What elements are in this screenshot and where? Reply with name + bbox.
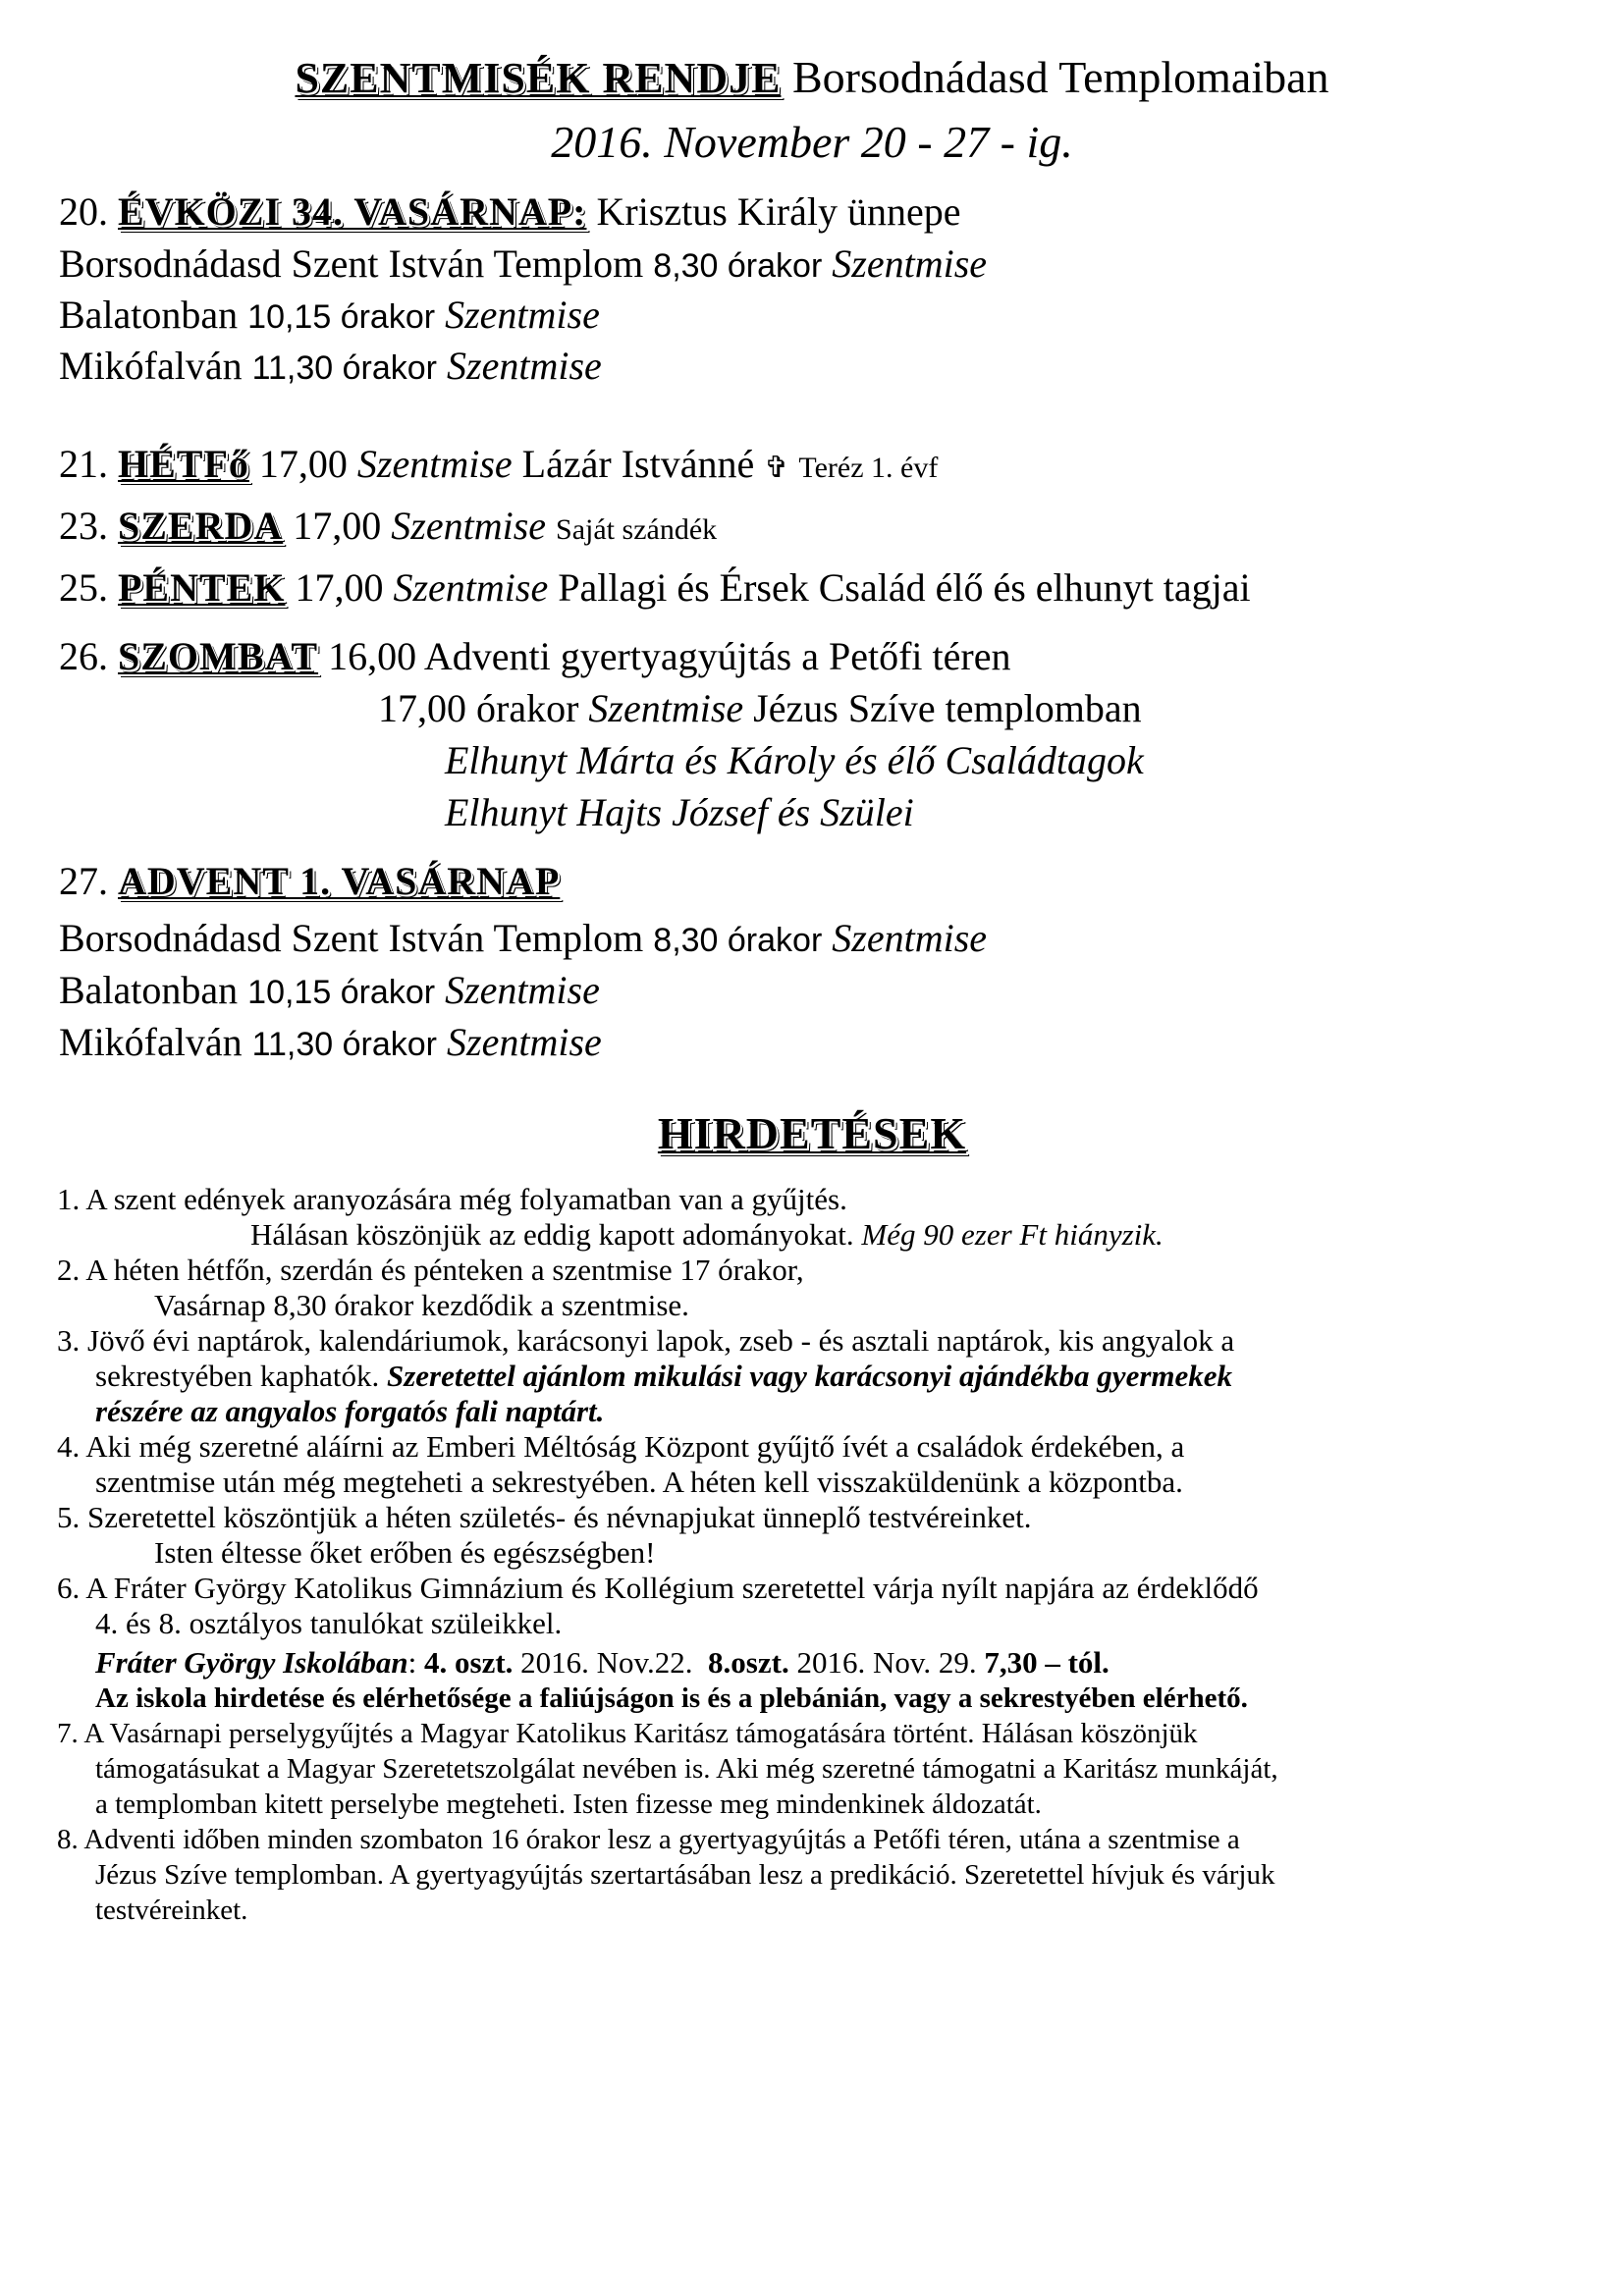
day-name: HÉTFő bbox=[118, 442, 249, 486]
mass-time: 10,15 órakor bbox=[247, 974, 436, 1011]
announcement-8-line-1: 8. Adventi időben minden szombaton 16 órakor lesz a gyertyagyújtás a Petőfi téren, utána a szentmise a bbox=[57, 1824, 1240, 1855]
mass-type: Szentmise bbox=[832, 241, 988, 286]
mass-line bbox=[59, 341, 602, 394]
mass-time: 17,00 bbox=[258, 442, 348, 486]
mass-place: Mikófalván bbox=[59, 1020, 243, 1064]
day-number: 26. bbox=[59, 634, 108, 678]
announcement-8-line-3: testvéreinket. bbox=[95, 1895, 248, 1926]
mass-place: Mikófalván bbox=[59, 344, 243, 388]
text: sekrestyében kaphatók. bbox=[95, 1359, 380, 1393]
announcement-3-line-3: részére az angyalos forgatós fali naptárt. bbox=[95, 1394, 605, 1428]
mass-place: Borsodnádasd Szent István Templom bbox=[59, 916, 644, 960]
intention: Elhunyt Márta és Károly és élő Családtagok bbox=[445, 738, 1144, 782]
intention: Lázár Istvánné bbox=[521, 442, 755, 486]
mass-time: 8,30 órakor bbox=[653, 247, 823, 285]
announcement-3-line-1: 3. Jövő évi naptárok, kalendáriumok, karácsonyi lapok, zseb - és asztali naptárok, kis angyalok a bbox=[57, 1323, 1235, 1358]
announcement-6-line-4: Az iskola hirdetése és elérhetősége a faliújságon is és a plebánián, vagy a sekrestyében elérhető. bbox=[95, 1682, 1248, 1714]
mass-type: Szentmise bbox=[445, 293, 600, 337]
announcement-1-line-1: 1. A szent edények aranyozására még folyamatban van a gyűjtés. bbox=[57, 1182, 847, 1216]
announcement-6-line-1: 6. A Fráter György Katolikus Gimnázium és Kollégium szeretettel várja nyílt napjára az érdeklődő bbox=[57, 1571, 1259, 1605]
intention: Elhunyt Hajts József és Szülei bbox=[445, 790, 914, 834]
mass-time: 8,30 órakor bbox=[653, 922, 823, 959]
day-name: ÉVKÖZI 34. VASÁRNAP: bbox=[118, 189, 587, 234]
announcement-6-line-2: 4. és 8. osztályos tanulókat szüleikkel. bbox=[95, 1606, 563, 1640]
announcement-7-line-3: a templomban kitett perselybe megteheti. Isten fizesse meg mindenkinek áldozatát. bbox=[95, 1789, 1042, 1820]
mass-place: Jézus Szíve templomban bbox=[753, 686, 1142, 730]
announcement-2-line-1: 2. A héten hétfőn, szerdán és pénteken a szentmise 17 órakor, bbox=[57, 1253, 804, 1287]
mass-line bbox=[59, 239, 987, 292]
announcements-title: HIRDETÉSEK bbox=[657, 1108, 967, 1158]
mass-time: 17,00 bbox=[295, 565, 384, 610]
mass-type: Szentmise bbox=[832, 916, 988, 960]
page-subtitle-date: 2016. November 20 - 27 - ig. bbox=[551, 117, 1073, 167]
intention: Pallagi és Érsek Család élő és elhunyt tagjai bbox=[558, 565, 1251, 610]
announcement-7-line-2: támogatásukat a Magyar Szeretetszolgálat nevében is. Aki még szeretné támogatni a Karitász munkáját, bbox=[95, 1753, 1278, 1785]
text-italic: Még 90 ezer Ft hiányzik. bbox=[861, 1217, 1164, 1252]
day-number: 20. bbox=[59, 189, 108, 234]
day-number: 25. bbox=[59, 565, 108, 610]
mass-time: 17,00 bbox=[293, 504, 382, 548]
page-title bbox=[0, 51, 1624, 103]
colon: : bbox=[407, 1645, 417, 1680]
day-26-mass-line bbox=[378, 683, 1142, 734]
cross-icon: ✞ bbox=[764, 451, 789, 485]
announcement-8-line-2: Jézus Szíve templomban. A gyertyagyújtás szertartásában lesz a predikáció. Szeretettel hívjuk és várjuk bbox=[95, 1859, 1275, 1891]
day-23-line bbox=[59, 501, 717, 556]
mass-type: Szentmise bbox=[393, 565, 549, 610]
mass-line bbox=[59, 965, 600, 1018]
text: Hálásan köszönjük az eddig kapott adományokat. bbox=[250, 1217, 854, 1252]
announcement-2-line-2: Vasárnap 8,30 órakor kezdődik a szentmise. bbox=[154, 1288, 689, 1322]
intention-detail: Teréz 1. évf bbox=[798, 452, 939, 484]
school-name: Fráter György Iskolában bbox=[95, 1645, 408, 1680]
grade-8-label: 8.oszt. bbox=[708, 1645, 789, 1680]
mass-time: 11,30 órakor bbox=[251, 1026, 438, 1063]
announcement-4-line-1: 4. Aki még szeretné aláírni az Emberi Méltóság Központ gyűjtő ívét a családok érdekében, a bbox=[57, 1429, 1185, 1464]
mass-line bbox=[59, 913, 987, 966]
grade-4-label: 4. oszt. bbox=[424, 1645, 514, 1680]
day-20-heading bbox=[59, 187, 961, 238]
announcement-5-line-2: Isten éltesse őket erőben és egészségben! bbox=[154, 1535, 656, 1570]
day-21-line bbox=[59, 439, 938, 494]
day-name: PÉNTEK bbox=[118, 565, 286, 610]
mass-place: Borsodnádasd Szent István Templom bbox=[59, 241, 644, 286]
day-27-heading bbox=[59, 856, 560, 907]
day-name: SZERDA bbox=[118, 504, 284, 548]
announcement-4-line-2: szentmise után még megteheti a sekrestyében. A héten kell visszaküldenünk a központba. bbox=[95, 1465, 1183, 1499]
announcement-7-line-1: 7. A Vasárnapi perselygyűjtés a Magyar Katolikus Karitász támogatására történt. Hálásan köszönjük bbox=[57, 1718, 1198, 1749]
mass-time: 10,15 órakor bbox=[247, 298, 436, 336]
announcement-3-line-2 bbox=[95, 1359, 1232, 1394]
grade-8-date: 2016. Nov. 29. bbox=[796, 1645, 977, 1680]
mass-type: Szentmise bbox=[445, 968, 600, 1012]
day-26-line bbox=[59, 631, 1010, 682]
mass-type: Szentmise bbox=[356, 442, 513, 486]
announcements-heading bbox=[0, 1107, 1624, 1159]
announcement-6-line-3 bbox=[95, 1645, 1110, 1681]
day-name: ADVENT 1. VASÁRNAP bbox=[118, 859, 561, 903]
day-25-line bbox=[59, 562, 1251, 614]
announcement-1-line-2 bbox=[250, 1217, 1164, 1253]
day-name: SZOMBAT bbox=[118, 634, 319, 678]
title-decorative: SZENTMISÉK RENDJE bbox=[295, 54, 782, 102]
feast-name: Krisztus Király ünnepe bbox=[596, 189, 961, 234]
day-number: 21. bbox=[59, 442, 108, 486]
grade-4-date: 2016. Nov.22. bbox=[520, 1645, 693, 1680]
mass-line bbox=[59, 290, 600, 343]
announcement-5-line-1: 5. Szeretettel köszöntjük a héten születés- és névnapjukat ünneplő testvéreinket. bbox=[57, 1500, 1032, 1534]
text-bold-italic: Szeretettel ajánlom mikulási vagy karácsonyi ajándékba gyermekek bbox=[386, 1359, 1233, 1393]
mass-type: Szentmise bbox=[447, 344, 602, 388]
mass-time: 11,30 órakor bbox=[251, 349, 438, 387]
mass-type: Szentmise bbox=[391, 504, 547, 548]
mass-time: 17,00 órakor bbox=[378, 686, 579, 730]
mass-place: Balatonban bbox=[59, 293, 239, 337]
mass-type: Szentmise bbox=[447, 1020, 602, 1064]
day-number: 27. bbox=[59, 859, 108, 903]
mass-place: Balatonban bbox=[59, 968, 239, 1012]
intention: Saját szándék bbox=[556, 513, 718, 546]
event-line: 16,00 Adventi gyertyagyújtás a Petőfi téren bbox=[328, 634, 1011, 678]
mass-line bbox=[59, 1017, 602, 1070]
title-rest: Borsodnádasd Templomaiban bbox=[791, 52, 1329, 102]
start-time: 7,30 – tól. bbox=[984, 1645, 1110, 1680]
mass-type: Szentmise bbox=[588, 686, 744, 730]
day-number: 23. bbox=[59, 504, 108, 548]
